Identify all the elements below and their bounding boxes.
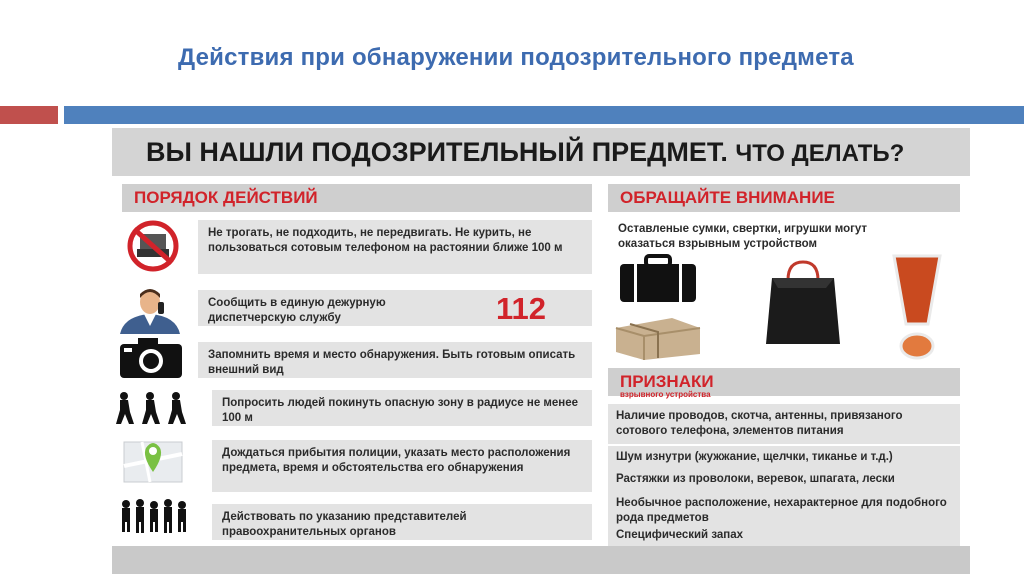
prohibition-sign-icon — [120, 220, 186, 272]
attention-text: Оставленые сумки, свертки, игрушки могут оказаться взрывным устройством — [618, 223, 868, 250]
accent-bar-blue — [64, 106, 1024, 124]
action-row-6: Действовать по указанию представителей правоохранительных органов — [212, 504, 592, 540]
signs-title: ПРИЗНАКИ — [620, 372, 714, 391]
poster — [112, 128, 970, 574]
poster-header-main: ВЫ НАШЛИ ПОДОЗРИТЕЛЬНЫЙ ПРЕДМЕТ. — [146, 137, 728, 167]
sign-item-1: Наличие проводов, скотча, антенны, привязаного сотового телефона, элементов питания — [608, 404, 960, 444]
action-row-4: Попросить людей покинуть опасную зону в радиусе не менее 100 м — [212, 390, 592, 426]
operator-icon — [114, 284, 186, 334]
sign-item-3: Растяжки из проволоки, веревок, шпагата, лески — [608, 468, 960, 492]
suitcase-icon — [618, 254, 698, 304]
running-people-icon — [112, 390, 192, 426]
sign-item-5: Специфический запах — [608, 524, 960, 546]
actions-section-header: ПОРЯДОК ДЕЙСТВИЙ — [122, 184, 592, 212]
poster-footer-band — [112, 546, 970, 574]
group-people-icon — [118, 498, 190, 534]
emergency-number: 112 — [496, 291, 547, 326]
map-pin-icon — [122, 436, 184, 484]
poster-header-question: ЧТО ДЕЛАТЬ? — [735, 140, 905, 167]
action-row-5: Дождаться прибытия полиции, указать место расположения предмета, время и обстоятельства его обнаружения — [212, 440, 592, 492]
exclamation-icon — [888, 252, 946, 362]
poster-header — [112, 128, 970, 176]
signs-subtitle: взрывного устройства — [620, 390, 711, 399]
slide-title: Действия при обнаружении подозрительного предмета — [178, 44, 854, 71]
action-row-1: Не трогать, не подходить, не передвигать. Не курить, не пользоваться сотовым телефоном на растоянии ближе 100 м — [198, 220, 592, 274]
camera-icon — [118, 336, 184, 380]
shopping-bag-icon — [762, 258, 844, 348]
action-row-2-text: Сообщить в единую дежурную диспетчерскую службу — [208, 297, 386, 324]
accent-bar-red — [0, 106, 58, 124]
attention-section-header: ОБРАЩАЙТЕ ВНИМАНИЕ — [608, 184, 960, 212]
sign-item-4: Необычное расположение, нехарактерное для подобного рода предметов — [608, 490, 960, 526]
action-row-3: Запомнить время и место обнаружения. Быть готовым описать внешний вид — [198, 342, 592, 378]
parcel-icon — [612, 314, 704, 362]
sign-item-2: Шум изнутри (жужжание, щелчки, тиканье и т.д.) — [608, 446, 960, 468]
